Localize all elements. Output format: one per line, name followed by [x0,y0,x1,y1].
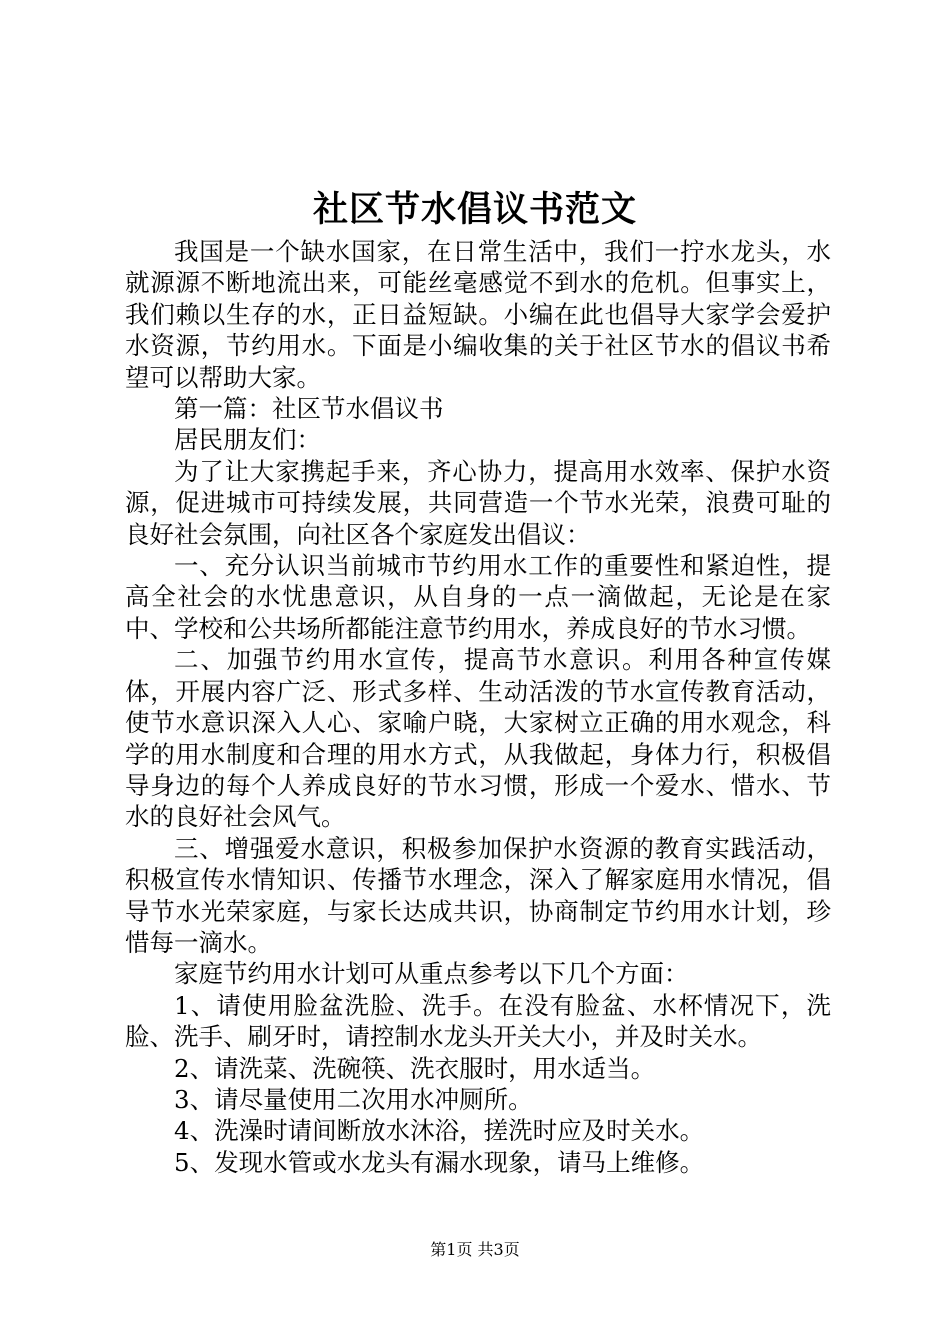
paragraph-point-2: 二、加强节约用水宣传，提高节水意识。利用各种宣传媒体，开展内容广泛、形式多样、生动活泼的节水宣传教育活动，使节水意识深入人心、家喻户晓，大家树立正确的用水观念，科学的用水制度和合理的用水方式，从我做起，身体力行，积极倡导身边的每个人养成良好的节水习惯，形成一个爱水、惜水、节水的良好社会风气。 [125,645,831,832]
document-body [125,236,831,1178]
paragraph-intro: 我国是一个缺水国家，在日常生活中，我们一拧水龙头，水就源源不断地流出来，可能丝毫感觉不到水的危机。但事实上，我们赖以生存的水，正日益短缺。小编在此也倡导大家学会爱护水资源，节约用水。下面是小编收集的关于社区节水的倡议书希望可以帮助大家。 [125,237,831,392]
paragraph-point-1: 一、充分认识当前城市节约用水工作的重要性和紧迫性，提高全社会的水忧患意识，从自身的一点一滴做起，无论是在家中、学校和公共场所都能注意节约用水，养成良好的节水习惯。 [125,551,831,643]
list-item-2: 2、请洗菜、洗碗筷、洗衣服时，用水适当。 [174,1053,656,1083]
list-item-4: 4、洗澡时请间断放水沐浴，搓洗时应及时关水。 [174,1116,705,1146]
list-item-3: 3、请尽量使用二次用水冲厕所。 [174,1084,533,1114]
paragraph-plan-intro: 家庭节约用水计划可从重点参考以下几个方面： [174,959,689,989]
paragraph-point-3: 三、增强爱水意识，积极参加保护水资源的教育实践活动，积极宣传水情知识、传播节水理念，深入了解家庭用水情况，倡导节水光荣家庭，与家长达成共识，协商制定节约用水计划，珍惜每一滴水。 [125,833,831,957]
document-title: 社区节水倡议书范文 [312,189,637,230]
paragraph-salutation: 居民朋友们： [174,425,321,455]
page-number-footer: 第1页 共3页 [430,1240,520,1259]
list-item-5: 5、发现水管或水龙头有漏水现象，请马上维修。 [174,1147,705,1177]
paragraph-section-heading: 第一篇：社区节水倡议书 [174,394,444,424]
list-item-1: 1、请使用脸盆洗脸、洗手。在没有脸盆、水杯情况下，洗脸、洗手、刷牙时，请控制水龙头开关大小，并及时关水。 [125,990,831,1052]
paragraph-purpose: 为了让大家携起手来，齐心协力，提高用水效率、保护水资源，促进城市可持续发展，共同营造一个节水光荣，浪费可耻的良好社会氛围，向社区各个家庭发出倡议： [125,456,831,549]
